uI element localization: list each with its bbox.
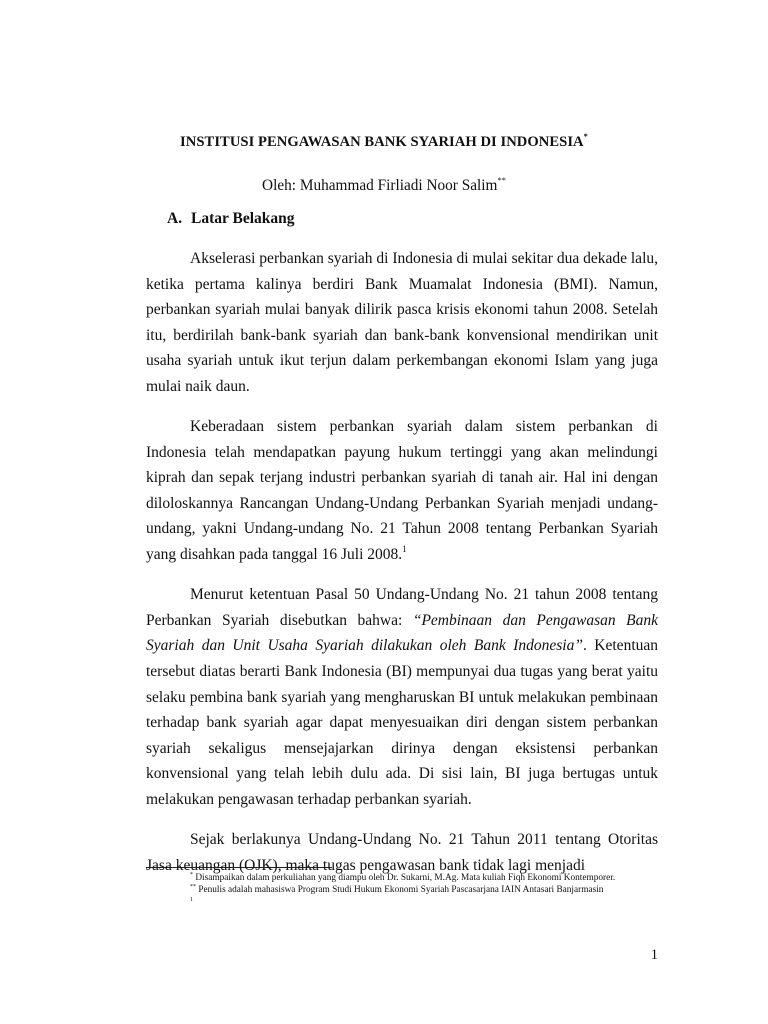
footnote-2-marker: **	[190, 883, 196, 890]
paragraph-4: Sejak berlakunya Undang-Undang No. 21 Tahun 2011 tentang Otoritas Jasa keuangan (OJK), maka tugas pengawasan bank tidak lagi menjadi	[146, 830, 658, 874]
footnote-1	[146, 873, 666, 885]
title-footnote-marker: *	[583, 131, 588, 141]
footnote-2	[146, 885, 666, 897]
paragraph-3-rest: . Ketentuan tersebut diatas berarti Bank Indonesia (BI) mempunyai dua tugas yang berat yaitu selaku pembina bank syariah yang mengharuskan BI untuk melakukan pembinaan terhadap bank syariah agar dapat menyesuaikan diri dengan sistem perbankan syariah sekaligus mensejajarkan dirinya dengan eksistensi perbankan konvensional yang telah lebih dulu ada. Di sisi lain, BI juga bertugas untuk melakukan pengawasan terhadap perbankan syariah.	[146, 637, 659, 808]
section-letter: A.	[167, 210, 183, 227]
paragraph-2	[146, 414, 658, 568]
footnotes	[146, 873, 666, 904]
document-title	[0, 131, 768, 151]
document-body	[146, 246, 658, 878]
footnote-1-text: Disampaikan dalam perkuliahan yang diampu oleh Dr. Sukarni, M.Ag. Mata kuliah Fiqh Ekonomi Kontemporer.	[195, 873, 616, 883]
footnote-divider	[146, 867, 332, 868]
section-heading	[167, 210, 295, 228]
page-number: 1	[650, 947, 658, 963]
footnote-2-text: Penulis adalah mahasiswa Program Studi Hukum Ekonomi Syariah Pascasarjana IAIN Antasari Banjarmasin	[198, 884, 604, 895]
author-text: Oleh: Muhammad Firliadi Noor Salim	[262, 177, 498, 194]
author-footnote-marker: **	[497, 175, 506, 185]
paragraph-3-quote: “Pembinaan dan Pengawasan Bank Syariah dan Unit Usaha Syariah dilakukan oleh Bank Indonesia”	[146, 611, 658, 655]
footnote-1-marker: *	[190, 872, 193, 878]
section-title: Latar Belakang	[191, 210, 295, 227]
footnote-reference-1: 1	[402, 544, 407, 555]
paragraph-3	[146, 582, 658, 812]
title-text: INSTITUSI PENGAWASAN BANK SYARIAH DI INDONESIA	[180, 134, 584, 150]
paragraph-1: Akselerasi perbankan syariah di Indonesia di mulai sekitar dua dekade lalu, ketika pertama kalinya berdiri Bank Muamalat Indonesia (BMI). Namun, perbankan syariah mulai banyak dilirik pasca krisis ekonomi tahun 2008. Setelah itu, berdirilah bank-bank syariah dan bank-bank konvensional mendirikan unit usaha syariah untuk ikut terjun dalam perkembangan ekonomi Islam yang juga mulai naik daun.	[146, 250, 658, 395]
paragraph-3-lead: Menurut ketentuan Pasal 50 Undang-Undang No. 21 tahun 2008 tentang Perbankan Syariah disebutkan bahwa:	[146, 586, 658, 629]
footnote-3-marker: 1	[190, 897, 193, 903]
author-line	[0, 177, 768, 195]
paragraph-2-text: Keberadaan sistem perbankan syariah dalam sistem perbankan di Indonesia telah mendapatkan payung hukum tertinggi yang akan melindungi kiprah dan sepak terjang industri perbankan syariah di tanah air. Hal ini dengan diloloskannya Rancangan Undang-Undang Perbankan Syariah menjadi undang-undang, yakni Undang-undang No. 21 Tahun 2008 tentang Perbankan Syariah yang disahkan pada tanggal 16 Juli 2008.	[146, 418, 658, 564]
